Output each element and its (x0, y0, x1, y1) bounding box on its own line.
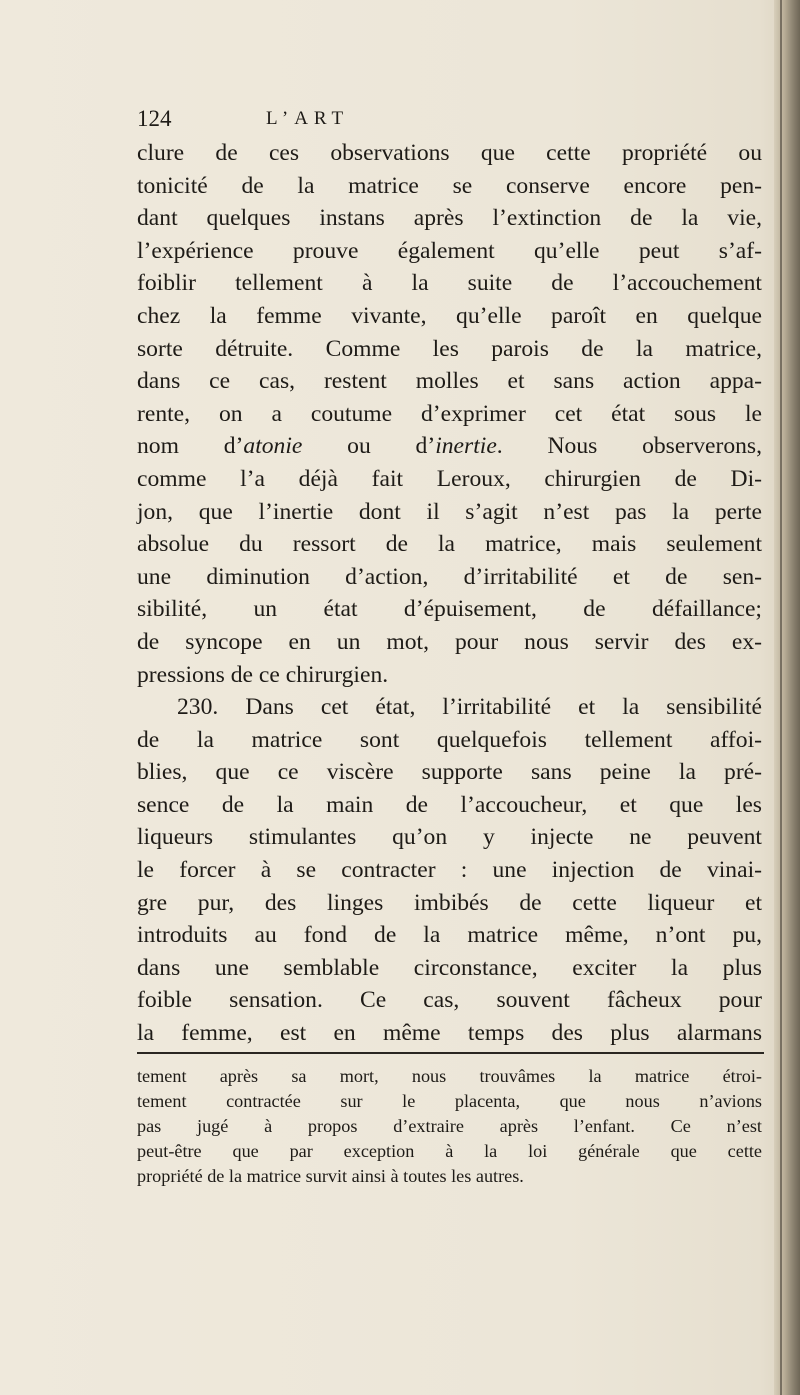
text-line: sence de la main de l’accoucheur, et que les (137, 791, 762, 818)
paragraph-230-first-line: 230. Dans cet état, l’irritabilité et la sensibilité (177, 694, 762, 721)
text-line: de syncope en un mot, pour nous servir des ex- (137, 628, 762, 655)
text-line: foiblir tellement à la suite de l’accouchement (137, 270, 762, 297)
text-line: une diminution d’action, d’irritabilité et de sen- (137, 563, 762, 590)
text-line: rente, on a coutume d’exprimer cet état sous le (137, 400, 762, 427)
text-line: comme l’a déjà fait Leroux, chirurgien de Di- (137, 465, 762, 492)
footnote-line: pas jugé à propos d’extraire après l’enfant. Ce n’est (137, 1116, 762, 1136)
text-line: dans ce cas, restent molles et sans action appa- (137, 368, 762, 395)
text-line: jon, que l’inertie dont il s’agit n’est pas la perte (137, 498, 762, 525)
text-fragment: ou d’ (302, 433, 436, 460)
italic-term-atonie: atonie (243, 433, 303, 460)
text-line: dans une semblable circonstance, exciter la plus (137, 954, 762, 981)
page-header (137, 106, 537, 138)
text-line: la femme, est en même temps des plus alarmans (137, 1020, 762, 1047)
text-line: tonicité de la matrice se conserve encore pen- (137, 172, 762, 199)
text-line: sibilité, un état d’épuisement, de défaillance; (137, 596, 762, 623)
text-line: liqueurs stimulantes qu’on y injecte ne peuvent (137, 824, 762, 851)
text-line: chez la femme vivante, qu’elle paroît en quelque (137, 302, 762, 329)
footnote (137, 1064, 762, 1189)
footnote-line: propriété de la matrice survit ainsi à toutes les autres. (137, 1166, 524, 1186)
text-line: absolue du ressort de la matrice, mais seulement (137, 531, 762, 558)
footnote-line: peut-être que par exception à la loi générale que cette (137, 1141, 762, 1161)
text-line: clure de ces observations que cette propriété ou (137, 140, 762, 166)
text-line: foible sensation. Ce cas, souvent fâcheux pour (137, 987, 762, 1014)
text-line: sorte détruite. Comme les parois de la matrice, (137, 335, 762, 362)
page-number: 124 (137, 106, 172, 131)
text-line: de la matrice sont quelquefois tellement affoi- (137, 726, 762, 753)
main-text (137, 137, 762, 1050)
footnote-line: tement contractée sur le placenta, que nous n’avions (137, 1091, 762, 1111)
page-binding-edge (774, 0, 800, 1395)
running-head: L’ART (266, 108, 350, 129)
text-line: blies, que ce viscère supporte sans peine la pré- (137, 759, 762, 786)
text-line: le forcer à se contracter : une injection de vinai- (137, 857, 762, 884)
text-line: gre pur, des linges imbibés de cette liqueur et (137, 889, 762, 916)
text-line: dant quelques instans après l’extinction de la vie, (137, 205, 762, 232)
italic-term-inertie: inertie (435, 433, 497, 460)
text-line: l’expérience prouve également qu’elle peut s’af- (137, 237, 762, 264)
page-binding-shadow (780, 0, 782, 1395)
text-fragment: . Nous observerons, (496, 433, 762, 460)
text-fragment: nom d’ (137, 433, 244, 460)
footnote-divider (137, 1052, 764, 1054)
text-line: pressions de ce chirurgien. (137, 661, 389, 688)
text-line-with-italics (137, 430, 762, 463)
text-line: introduits au fond de la matrice même, n’ont pu, (137, 922, 762, 949)
footnote-line: tement après sa mort, nous trouvâmes la matrice étroi- (137, 1066, 762, 1086)
